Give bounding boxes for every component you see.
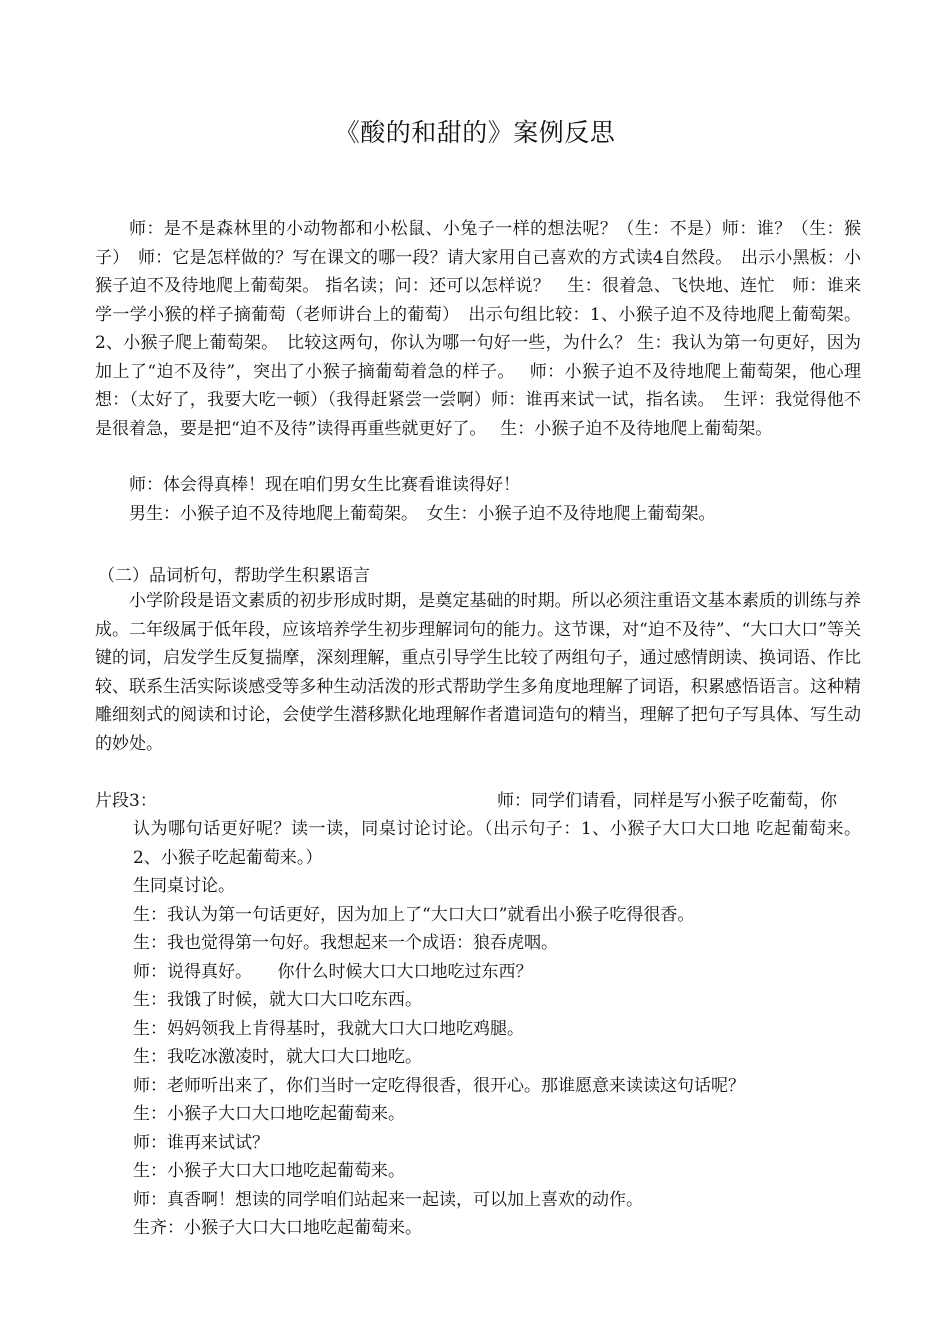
section2-paragraph: [95, 587, 861, 758]
dialogue-line: 生：小猴子大口大口地吃起葡萄来。: [133, 1161, 405, 1181]
dialogue-line: 师：老师听出来了，你们当时一定吃得很香，很开心。那谁愿意来读读这句话呢？: [133, 1075, 745, 1096]
dialogue-line: 生同桌讨论。: [133, 876, 235, 896]
document-title: 《酸的和甜的》案例反思: [334, 118, 616, 147]
fragment-label: 片段3：: [95, 791, 157, 811]
dialogue-line: 师：真香啊！想读的同学咱们站起来一起读，可以加上喜欢的动作。: [133, 1189, 643, 1210]
fragment-first-line: 师：同学们请看，同样是写小猴子吃葡萄，你: [497, 791, 837, 811]
dialogue-line: 生：小猴子大口大口地吃起葡萄来。: [133, 1104, 405, 1124]
teacher-line: 师：体会得真棒！现在咱们男女生比赛看谁读得好！: [129, 475, 520, 495]
section2-heading: （二）品词析句，帮助学生积累语言: [98, 566, 370, 586]
dialogue-line: 生：我吃冰激凌时，就大口大口地吃。: [133, 1047, 422, 1067]
section1-dialogue: [95, 471, 861, 528]
paragraph-text: 小学阶段是语文素质的初步形成时期，是奠定基础的时期。所以必须注重语文基本素质的训练与养成。二年级属于低年段，应该培养学生初步理解词句的能力。这节课，对“迫不及待”、“大口大口”等关键的词，启发学生反复揣摩，深刻理解，重点引导学生比较了两组句子，通过感情朗读、换词语、作比较、联系生活实际谈感受等多种生动活泼的形式帮助学生多角度地理解了词语，积累感悟语言。这种精雕细刻式的阅读和讨论，会使学生潜移默化地理解作者遣词造句的精当，理解了把句子写具体、写生动的妙处。: [95, 591, 861, 754]
dialogue-line: 生：妈妈领我上肯得基时，我就大口大口地吃鸡腿。: [133, 1018, 524, 1039]
fragment-dialogue: [133, 872, 861, 1243]
dialogue-line: 生：我饿了时候，就大口大口吃东西。: [133, 990, 422, 1010]
dialogue-line: 生齐：小猴子大口大口地吃起葡萄来。: [133, 1218, 422, 1238]
boys-girls-line: 男生：小猴子迫不及待地爬上葡萄架。 女生：小猴子迫不及待地爬上葡萄架。: [129, 503, 716, 524]
paragraph-text: 师：是不是森林里的小动物都和小松鼠、小兔子一样的想法呢？（生：不是）师：谁？（生：猴子） 师：它是怎样做的？写在课文的哪一段？请大家用自己喜欢的方式读4自然段。 出示小黑板：小猴子迫不及待地爬上葡萄架。 指名读；问：还可以怎样说？ 生：很着急、飞快地、连忙 师：谁来学一学小猴的样子摘葡萄（老师讲台上的葡萄） 出示句组比较：1、小猴子迫不及待地爬上葡萄架。2、小猴子爬上葡萄架。 比较这两句，你认为哪一句好一些，为什么？ 生：我认为第一句更好，因为加上了“迫不及待”，突出了小猴子摘葡萄着急的样子。 师：小猴子迫不及待地爬上葡萄架，他心理想：（太好了，我要大吃一顿）（我得赶紧尝一尝啊）师：谁再来试一试，指名读。 生评：我觉得他不是很着急，要是把“迫不及待”读得再重些就更好了。 生：小猴子迫不及待地爬上葡萄架。: [95, 219, 861, 439]
paragraph-text: 认为哪句话更好呢？读一读，同桌讨论讨论。（出示句子：1、小猴子大口大口地 吃起葡萄来。 2、小猴子吃起葡萄来。）: [133, 819, 861, 868]
fragment-continuation: [133, 815, 861, 872]
dialogue-line: 师：谁再来试试？: [133, 1132, 269, 1153]
section1-paragraph: [95, 215, 861, 443]
dialogue-line: 生：我认为第一句话更好，因为加上了“大口大口”就看出小猴子吃得很香。: [133, 904, 695, 925]
dialogue-line: 师：说得真好。 你什么时候大口大口地吃过东西？: [133, 961, 533, 982]
dialogue-line: 生：我也觉得第一句好。我想起来一个成语：狼吞虎咽。: [133, 933, 558, 953]
